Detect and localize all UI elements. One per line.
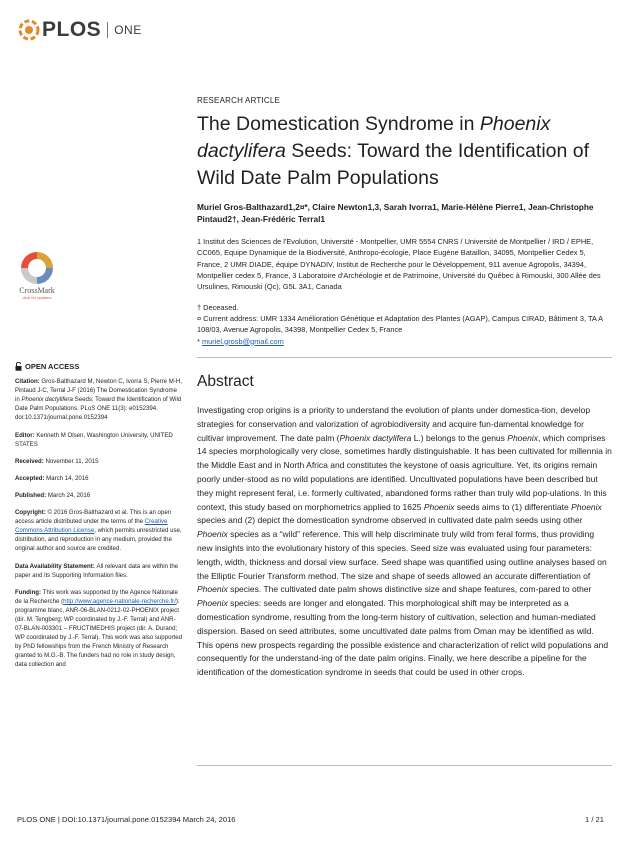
crossmark-label: CrossMark: [19, 286, 55, 295]
plos-logo-icon: [18, 19, 40, 41]
accepted-date: Accepted: March 14, 2016: [15, 474, 89, 482]
crossmark-badge[interactable]: [12, 252, 62, 300]
abstract-body: Investigating crop origins is a priority to understand the evolution of plants under domestica-tion, develop strategies for conservation and valorization of agrobiodiversity and acquire fun-damental knowledge for cultivar improvement. The date palm (Phoenix dactylifera L.) belongs to the genus Phoenix, which comprises 14 species morphologically very close, sometimes hardly distinguishable. It has been cultivated for millennia in the Middle East and in North Africa and constitutes the keystone of oasis agriculture. Yet, its origins remain poorly under-stood as no wild populations are identified. Uncultivated populations have been described but they might represent feral, i.e. formerly cultivated, abandoned forms rather than truly wild pop-ulations. In this context, this study based on morphometrics applied to 1625 Phoenix seeds aims to (1) differentiate Phoenix species and (2) depict the domestication syndrome observed in cultivated date palm seeds using other Phoenix species as a “wild” reference. This will help discriminate truly wild from feral forms, thus providing new insights into the evolutionary history of this species. Seed size was evaluated using four parameters: length, width, thickness and dorsal view surface. Seed shape was quantified using outline analyses based on the Elliptic Fourier Transform method. The size and shape of seeds allowed an accurate differentiation of Phoenix species. The cultivated date palm shows distinctive size and shape features, com-pared to other Phoenix species: seeds are longer and elongated. This morphological shift may be interpreted as a domestication syndrome, resulting from the long-term history of cultivation, selection and human-mediated dispersion. Based on seed attributes, some uncultivated date palms from Oman may be identified as wild. This opens new prospects regarding the possible existence and characterization of relict wild populations and consequently for the understand-ing of the date palm origins. Finally, we here describe a pipeline for the identification of the domestication syndrome in seeds that could be used in other crops.: [197, 405, 612, 678]
title-italic-2: dactylifera: [197, 140, 286, 162]
logo-sub: ONE: [114, 23, 142, 37]
funding-link[interactable]: http://www.agence-nationale-recherche.fr/: [63, 597, 176, 605]
editor: Editor: Kenneth M Olsen, Washington University, UNITED STATES: [15, 431, 173, 448]
deceased-note: † Deceased.: [197, 303, 239, 312]
plos-one-logo[interactable]: [18, 18, 142, 42]
title-part-1: The Domestication Syndrome in: [197, 113, 480, 135]
license-link[interactable]: Creative Commons Attribution License: [15, 518, 168, 535]
abstract-top-rule: [197, 357, 612, 358]
title-part-2: Seeds: Toward the Identification of Wild Date Palm Populations: [197, 140, 590, 189]
logo-text: PLOS: [42, 18, 102, 41]
crossmark-icon: [21, 252, 53, 284]
data-availability: Data Availability Statement: All relevant data are within the paper and its Supporting Information files.: [15, 562, 179, 579]
affiliations: 1 Institut des Sciences de l'Evolution, Université - Montpellier, UMR 5554 CNRS / Université de Montpellier / IRD / EPHE, CC065, Equipe Dynamique de la Biodiversité, Anthropo-écologie, Place Eugène Bataillon, 34095, Montpellier Cedex 5, France, 2 UMR DIADE, équipe DYNADIV, Institut de Recherche pour le Développement, 911 avenue Agropolis, 34394, Montpellier cedex 5, France, 3 Laboratoire d'Archéologie et de Patrimoine, Université du Québec à Rimouski, 300 Allée des Ursulines, Rimouski (Qc), G5L 3A1, Canada: [197, 237, 601, 292]
funding: Funding: This work was supported by the Agence Nationale de la Recherche (http://www.agence-nationale-recherche.fr/): programme blanc, ANR-06-BLAN-0212-02-PHOENIX project (dir. M. Tengberg; WP coordinated by J.-F. Terral) and ANR-07-BLAN-003301 – FRUCTIMEDHIS project (dir. A. Durand; WP coordinated by J.-F. Terral). This work was also supported by PhD fellowships from the French Ministry of Research granted to M.G.-B. The funders had no role in study design, data collection and: [15, 588, 182, 669]
open-access-text: OPEN ACCESS: [25, 362, 80, 371]
abstract-bottom-rule: [197, 765, 612, 766]
author-notes: [197, 302, 612, 347]
received-date: Received: November 11, 2015: [15, 457, 99, 465]
page-number: 1 / 21: [585, 815, 604, 824]
current-address-note: ¤ Current address: UMR 1334 Amélioration Génétique et Adaptation des Plantes (AGAP), Campus CIRAD, Bâtiment 3, TA A 108/03, Avenue Agropolis, 34398, Montpellier Cedex 5, France: [197, 314, 603, 335]
article-type: RESEARCH ARTICLE: [197, 96, 281, 105]
title-italic-1: Phoenix: [479, 113, 551, 135]
email-note: [197, 336, 612, 347]
footer-citation: PLOS ONE | DOI:10.1371/journal.pone.0152394 March 24, 2016: [17, 815, 236, 824]
logo-divider: [107, 22, 108, 38]
email-link[interactable]: muriel.grosb@gmail.com: [201, 336, 284, 346]
author-list: Muriel Gros-Balthazard1,2¤*, Claire Newton1,3, Sarah Ivorra1, Marie-Hélène Pierre1, Jean-Christophe Pintaud2†, Jean-Frédéric Terral1: [197, 202, 594, 224]
email-prefix: *: [197, 336, 202, 346]
citation: Citation: Gros-Balthazard M, Newton C, Ivorra S, Pierre M-H, Pintaud J-C, Terral J-F (2016) The Domestication Syndrome in Phoenix dactylifera Seeds: Toward the Identification of Wild Date Palm Populations. PLoS ONE 11(3): e0152394. doi:10.1371/journal.pone.0152394: [15, 378, 182, 422]
crossmark-sub: click for updates: [22, 295, 52, 300]
open-access-label: [15, 362, 183, 371]
copyright: Copyright: © 2016 Gros-Balthazard et al. This is an open access article distributed under the terms of the Creative Commons Attribution License, which permits unrestricted use, distribution, and reproduction in any medium, provided the original author and source are credited.: [15, 509, 182, 553]
article-info-sidebar: [15, 362, 183, 678]
abstract-heading: Abstract: [197, 373, 254, 390]
open-lock-icon: [15, 362, 22, 371]
article-title: [197, 111, 597, 192]
published-date: Published: March 24, 2016: [15, 491, 91, 499]
